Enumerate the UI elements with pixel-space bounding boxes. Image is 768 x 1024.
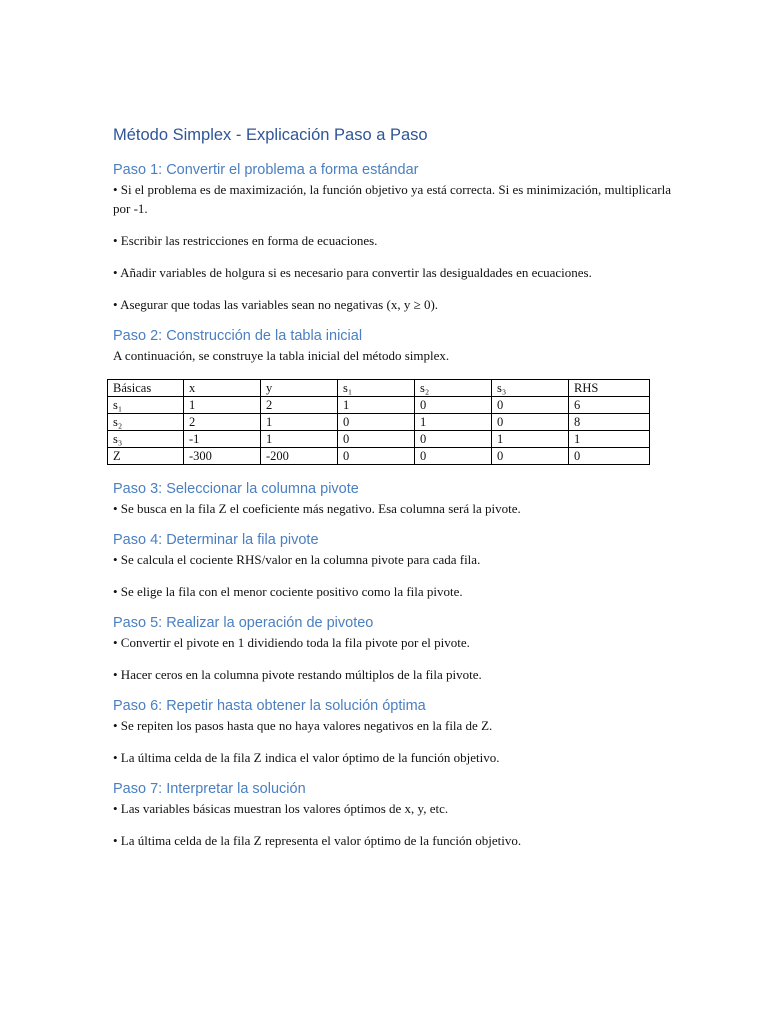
table-cell: s₁ xyxy=(108,397,184,414)
table-header-cell: y xyxy=(261,380,338,397)
paragraph: • Escribir las restricciones en forma de ecuaciones. xyxy=(113,233,378,248)
table-cell: 0 xyxy=(415,397,492,414)
section-paso-4 xyxy=(113,530,673,601)
simplex-table xyxy=(107,379,650,465)
table-header-row xyxy=(108,380,650,397)
paragraph: • Se repiten los pasos hasta que no haya valores negativos en la fila de Z. xyxy=(113,718,493,733)
table-cell: s₂ xyxy=(108,414,184,431)
paragraph: • Hacer ceros en la columna pivote restando múltiplos de la fila pivote. xyxy=(113,667,482,682)
section-paso-3 xyxy=(113,479,673,518)
table-row xyxy=(108,431,650,448)
paragraph: A continuación, se construye la tabla inicial del método simplex. xyxy=(113,348,450,363)
table-header-cell: s₁ xyxy=(338,380,415,397)
section-heading: Paso 3: Seleccionar la columna pivote xyxy=(113,481,359,497)
paragraph: • Convertir el pivote en 1 dividiendo toda la fila pivote por el pivote. xyxy=(113,635,470,650)
table-cell: 8 xyxy=(569,414,650,431)
table-header-cell: RHS xyxy=(569,380,650,397)
table-cell: -200 xyxy=(261,448,338,465)
section-paso-1 xyxy=(113,160,673,314)
table-cell: -300 xyxy=(184,448,261,465)
table-cell: 0 xyxy=(338,448,415,465)
table-header-cell: x xyxy=(184,380,261,397)
table-cell: 0 xyxy=(338,414,415,431)
document-page xyxy=(113,124,673,862)
table-cell: 0 xyxy=(492,448,569,465)
paragraph: • Se busca en la fila Z el coeficiente más negativo. Esa columna será la pivote. xyxy=(113,501,521,516)
section-heading: Paso 7: Interpretar la solución xyxy=(113,781,306,797)
table-cell: 1 xyxy=(492,431,569,448)
paragraph: • Asegurar que todas las variables sean no negativas (x, y ≥ 0). xyxy=(113,297,439,312)
table-cell: 0 xyxy=(569,448,650,465)
section-paso-6 xyxy=(113,696,673,767)
table-cell: 6 xyxy=(569,397,650,414)
table-cell: 0 xyxy=(415,431,492,448)
table-cell: 0 xyxy=(492,397,569,414)
table-header-cell: Básicas xyxy=(108,380,184,397)
paragraph: • Añadir variables de holgura si es necesario para convertir las desigualdades en ecuaciones. xyxy=(113,265,592,280)
table-header-cell: s₃ xyxy=(492,380,569,397)
paragraph: • Si el problema es de maximización, la función objetivo ya está correcta. Si es minimización, multiplicarla por -1. xyxy=(113,182,671,216)
paragraph: • La última celda de la fila Z indica el valor óptimo de la función objetivo. xyxy=(113,750,500,765)
paragraph: • Las variables básicas muestran los valores óptimos de x, y, etc. xyxy=(113,801,449,816)
section-paso-5 xyxy=(113,613,673,684)
paragraph: • Se calcula el cociente RHS/valor en la columna pivote para cada fila. xyxy=(113,552,481,567)
table-cell: 2 xyxy=(261,397,338,414)
table-cell: 1 xyxy=(261,431,338,448)
table-row xyxy=(108,414,650,431)
section-paso-2 xyxy=(113,326,673,465)
table-cell: 0 xyxy=(415,448,492,465)
table-cell: s₃ xyxy=(108,431,184,448)
section-heading: Paso 5: Realizar la operación de pivoteo xyxy=(113,615,374,631)
table-cell: 1 xyxy=(338,397,415,414)
table-cell: 1 xyxy=(184,397,261,414)
table-row xyxy=(108,397,650,414)
section-heading: Paso 6: Repetir hasta obtener la solución óptima xyxy=(113,698,426,714)
table-cell: 1 xyxy=(415,414,492,431)
section-heading: Paso 4: Determinar la fila pivote xyxy=(113,532,319,548)
table-cell: 1 xyxy=(569,431,650,448)
table-cell: 0 xyxy=(492,414,569,431)
section-paso-7 xyxy=(113,779,673,850)
table-cell: 2 xyxy=(184,414,261,431)
section-heading: Paso 2: Construcción de la tabla inicial xyxy=(113,328,363,344)
table-row xyxy=(108,448,650,465)
paragraph: • La última celda de la fila Z representa el valor óptimo de la función objetivo. xyxy=(113,833,522,848)
document-title: Método Simplex - Explicación Paso a Paso xyxy=(113,126,428,144)
table-cell: 0 xyxy=(338,431,415,448)
section-heading: Paso 1: Convertir el problema a forma estándar xyxy=(113,162,419,178)
table-cell: Z xyxy=(108,448,184,465)
paragraph: • Se elige la fila con el menor cociente positivo como la fila pivote. xyxy=(113,584,463,599)
table-header-cell: s₂ xyxy=(415,380,492,397)
table-cell: 1 xyxy=(261,414,338,431)
table-cell: -1 xyxy=(184,431,261,448)
